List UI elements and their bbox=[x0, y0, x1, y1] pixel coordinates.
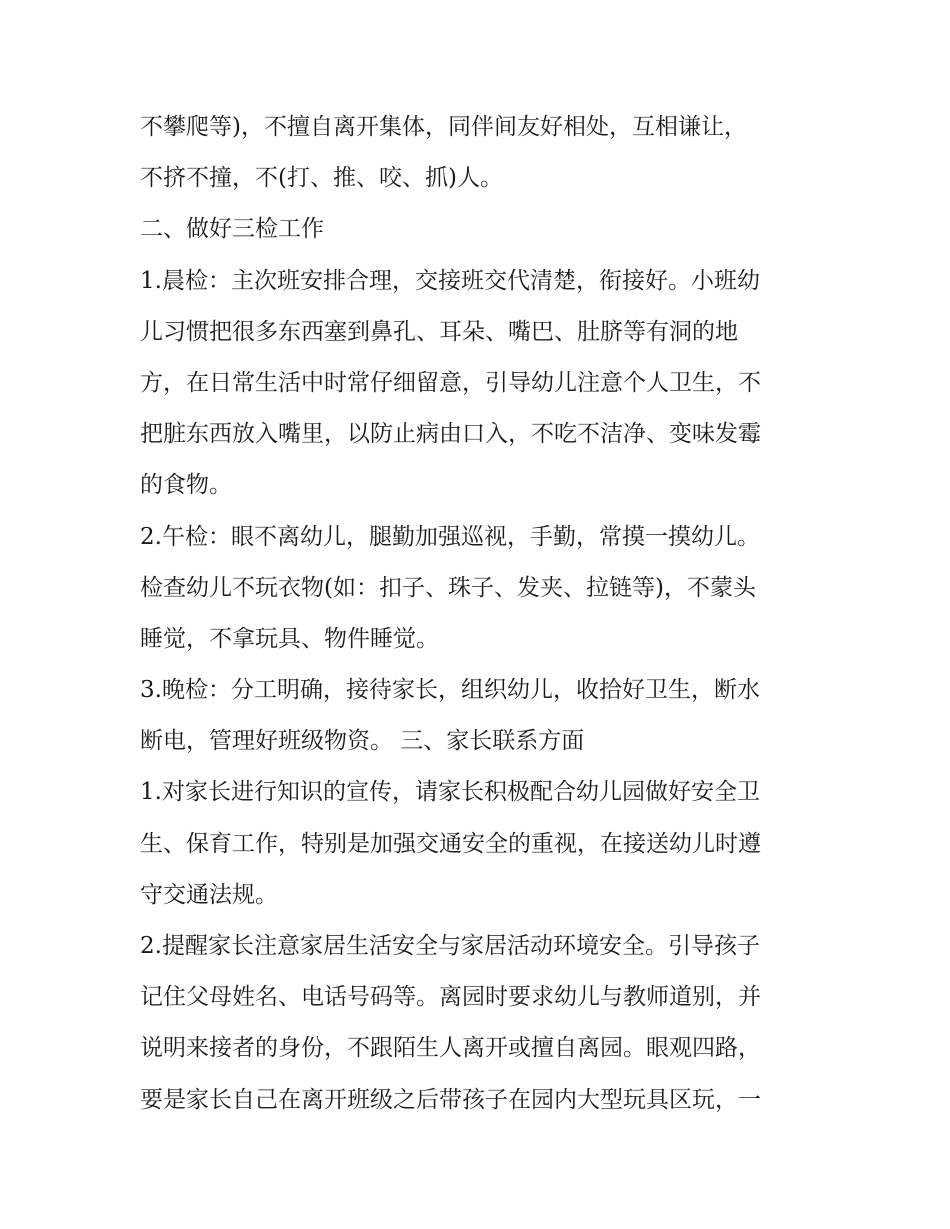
text-line: 记住父母姓名、电话号码等。离园时要求幼儿与教师道别，并 bbox=[140, 984, 761, 1011]
text-line: 不挤不撞，不(打、推、咬、抓)人。 bbox=[140, 165, 503, 192]
section-heading: 二、做好三检工作 bbox=[140, 216, 324, 243]
text-line: 说明来接者的身份，不跟陌生人离开或擅自离园。眼观四路， bbox=[140, 1035, 761, 1062]
text-line: 睡觉，不拿玩具、物件睡觉。 bbox=[140, 625, 439, 652]
text-line: 3.晚检：分工明确，接待家长，组织幼儿，收拾好卫生，断水 bbox=[140, 677, 760, 704]
text-line: 1.对家长进行知识的宣传，请家长积极配合幼儿园做好安全卫 bbox=[140, 779, 760, 806]
text-line: 不攀爬等)，不擅自离开集体，同伴间友好相处，互相谦让， bbox=[140, 114, 747, 140]
text-line: 把脏东西放入嘴里，以防止病由口入，不吃不洁净、变味发霉 bbox=[140, 421, 761, 448]
text-line: 检查幼儿不玩衣物(如：扣子、珠子、发夹、拉链等)，不蒙头 bbox=[140, 574, 756, 601]
text-line: 方，在日常生活中时常仔细留意，引导幼儿注意个人卫生，不 bbox=[140, 369, 761, 396]
text-line: 要是家长自己在离开班级之后带孩子在园内大型玩具区玩，一 bbox=[140, 1086, 761, 1113]
text-line: 2.午检：眼不离幼儿，腿勤加强巡视，手勤，常摸一摸幼儿。 bbox=[140, 523, 760, 550]
document-body bbox=[140, 102, 830, 1126]
text-line: 儿习惯把很多东西塞到鼻孔、耳朵、嘴巴、肚脐等有洞的地 bbox=[140, 318, 738, 345]
text-line: 2.提醒家长注意家居生活安全与家居活动环境安全。引导孩子 bbox=[140, 933, 760, 959]
text-line: 1.晨检：主次班安排合理，交接班交代清楚，衔接好。小班幼 bbox=[140, 267, 760, 294]
text-line: 守交通法规。 bbox=[140, 881, 278, 908]
text-line: 的食物。 bbox=[140, 472, 232, 499]
text-line: 断电，管理好班级物资。 三、家长联系方面 bbox=[140, 728, 585, 755]
text-line: 生、保育工作，特别是加强交通安全的重视，在接送幼儿时遵 bbox=[140, 830, 761, 857]
